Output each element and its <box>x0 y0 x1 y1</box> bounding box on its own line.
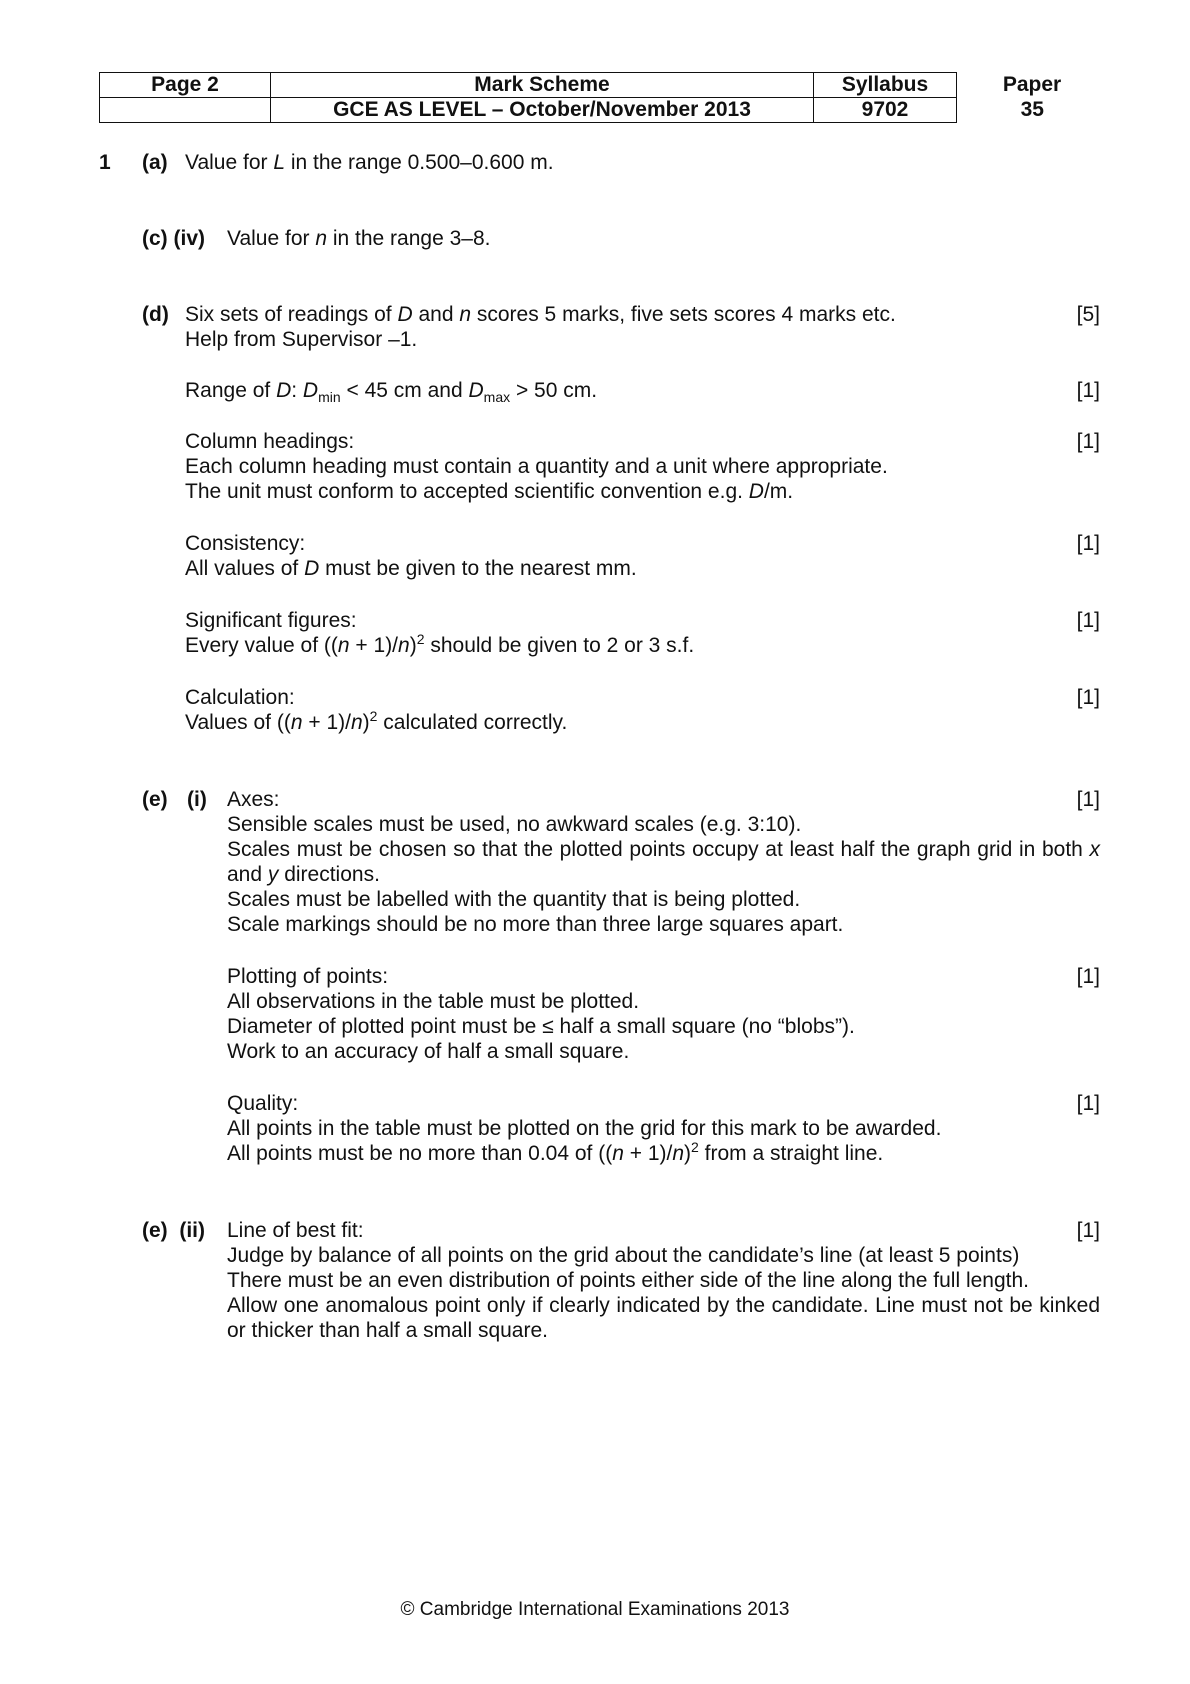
column-headings-title: Column headings: <box>185 430 355 453</box>
best-fit-line2: There must be an even distribution of points either side of the line along the full length. <box>227 1269 1029 1292</box>
axes-mark: [1] <box>1076 788 1100 811</box>
part-d-line2: Help from Supervisor –1. <box>185 328 418 351</box>
best-fit-title: Line of best fit: <box>227 1219 364 1242</box>
quality-mark: [1] <box>1076 1092 1100 1115</box>
part-civ-label: (c) (iv) <box>142 227 205 250</box>
sigfig-text: Every value of $((n + 1)/n)^2$ should be given to 2 or 3 s.f. <box>185 631 695 657</box>
exam-title: GCE AS LEVEL – October/November 2013 <box>271 98 814 123</box>
axes-line1: Sensible scales must be used, no awkward scales (e.g. 3:10). <box>227 813 802 836</box>
quality-title: Quality: <box>227 1092 299 1115</box>
column-headings-line1: Each column heading must contain a quantity and a unit where appropriate. <box>185 455 888 478</box>
axes-line3: Scales must be labelled with the quantity that is being plotted. <box>227 888 801 911</box>
plotting-line1: All observations in the table must be plotted. <box>227 990 640 1013</box>
part-d-mark: [5] <box>1076 303 1100 326</box>
plotting-title: Plotting of points: <box>227 965 389 988</box>
part-d-line1: Six sets of readings of D and n scores 5 marks, five sets scores 4 marks etc. <box>185 303 896 326</box>
consistency-title: Consistency: <box>185 532 306 555</box>
plotting-line3: Work to an accuracy of half a small square. <box>227 1040 630 1063</box>
range-of-d-mark: [1] <box>1076 379 1100 402</box>
range-of-d-text: Range of D: $D_{min} < 45$ cm and $D_{max} > 50$ cm. <box>185 379 598 406</box>
best-fit-mark: [1] <box>1076 1219 1100 1242</box>
part-eii-label: (e) (ii) <box>142 1219 205 1242</box>
axes-line4: Scale markings should be no more than three large squares apart. <box>227 913 844 936</box>
part-a-label: (a) <box>142 151 168 174</box>
consistency-text: All values of D must be given to the nearest mm. <box>185 557 637 580</box>
quality-line2: All points must be no more than 0.04 of $((n + 1)/n)^2$ from a straight line. <box>227 1139 884 1165</box>
column-headings-mark: [1] <box>1076 430 1100 453</box>
syllabus-code: 9702 <box>814 98 957 123</box>
plotting-line2: Diameter of plotted point must be ≤ half a small square (no “blobs”). <box>227 1015 855 1038</box>
sigfig-mark: [1] <box>1076 609 1100 632</box>
axes-line2: Scales must be chosen so that the plotted points occupy at least half the graph grid in both x and y directions. <box>227 838 1100 886</box>
part-e-label: (e) <box>142 788 168 811</box>
paper-label: Paper <box>1002 73 1062 96</box>
calculation-mark: [1] <box>1076 686 1100 709</box>
sigfig-title: Significant figures: <box>185 609 357 632</box>
mark-scheme-label: Mark Scheme <box>271 73 814 98</box>
copyright-footer: © Cambridge International Examinations 2013 <box>400 1599 790 1620</box>
page-number: Page 2 <box>100 73 271 98</box>
best-fit-line1: Judge by balance of all points on the grid about the candidate’s line (at least 5 points) <box>227 1244 1020 1267</box>
calculation-text: Values of $((n + 1)/n)^2$ calculated correctly. <box>185 708 568 734</box>
column-headings-line2: The unit must conform to accepted scientific convention e.g. D/m. <box>185 480 794 503</box>
part-a-text: Value for L in the range 0.500–0.600 m. <box>185 151 554 174</box>
plotting-mark: [1] <box>1076 965 1100 988</box>
part-civ-text: Value for n in the range 3–8. <box>227 227 491 250</box>
header-empty-cell <box>100 98 271 123</box>
syllabus-label: Syllabus <box>814 73 957 98</box>
part-ei-label: (i) <box>187 788 207 811</box>
paper-number: 35 <box>1020 98 1044 121</box>
calculation-title: Calculation: <box>185 686 295 709</box>
header-table <box>99 72 1108 123</box>
consistency-mark: [1] <box>1076 532 1100 555</box>
axes-title: Axes: <box>227 788 280 811</box>
question-number: 1 <box>99 151 111 174</box>
quality-line1: All points in the table must be plotted on the grid for this mark to be awarded. <box>227 1117 942 1140</box>
best-fit-line3: Allow one anomalous point only if clearly indicated by the candidate. Line must not be kinked or thicker than half a small square. <box>227 1294 1100 1342</box>
part-d-label: (d) <box>142 303 169 326</box>
